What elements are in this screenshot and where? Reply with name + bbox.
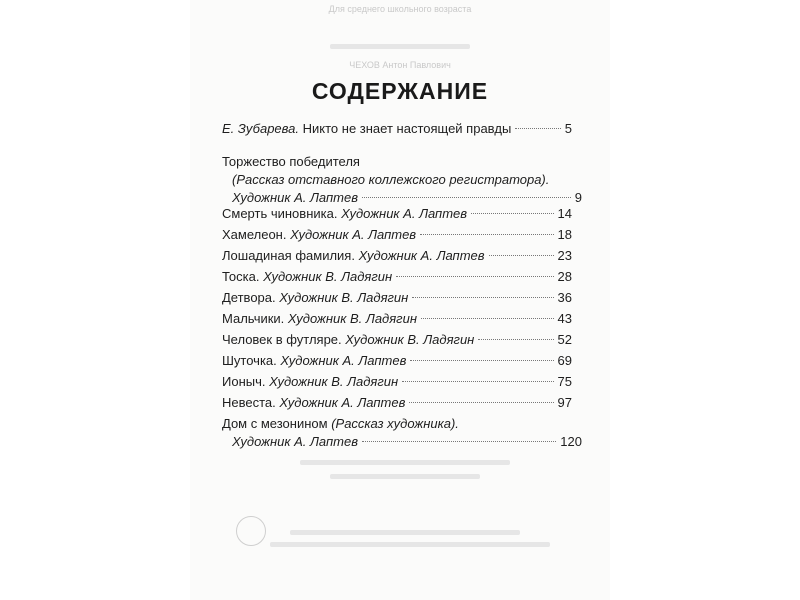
page-number: 43 xyxy=(557,311,572,326)
entry-title: Смерть чиновника. xyxy=(222,206,338,221)
entry-artist: Художник В. Ладягин xyxy=(279,290,409,305)
bleed-through-text: Для среднего школьного возраста xyxy=(328,4,472,14)
entry-title: Шуточка. xyxy=(222,353,277,368)
toc-entry xyxy=(222,120,572,138)
bleed-through-text: ЧЕХОВ Антон Павлович xyxy=(349,60,451,70)
dot-leader xyxy=(421,318,554,319)
toc-entry xyxy=(222,373,572,391)
toc-entry xyxy=(222,331,572,349)
page-number: 18 xyxy=(557,227,572,242)
page-number: 28 xyxy=(557,269,572,284)
entry-artist: Художник А. Лаптев xyxy=(232,434,358,449)
entry-artist: Художник В. Ладягин xyxy=(287,311,417,326)
entry-artist: Художник А. Лаптев xyxy=(290,227,417,242)
entry-artist: Художник В. Ладягин xyxy=(269,374,399,389)
entry-artist: Художник В. Ладягин xyxy=(263,269,393,284)
dot-leader xyxy=(489,255,554,256)
entry-title: Невеста. xyxy=(222,395,276,410)
bleed-through-stamp xyxy=(236,516,266,546)
dot-leader xyxy=(471,213,553,214)
dot-leader xyxy=(396,276,553,277)
page-number: 9 xyxy=(574,190,582,205)
toc-entry xyxy=(222,205,572,223)
entry-artist: Художник А. Лаптев xyxy=(358,248,485,263)
entry-title: Торжество победителя xyxy=(222,154,360,169)
entry-subtitle: (Рассказ художника). xyxy=(331,416,459,431)
entry-subtitle: (Рассказ отставного коллежского регистратора). xyxy=(232,172,550,187)
page-title: СОДЕРЖАНИЕ xyxy=(311,78,489,104)
bleed-through-line xyxy=(300,460,510,465)
entry-title: Человек в футляре. xyxy=(222,332,342,347)
dot-leader xyxy=(412,297,553,298)
entry-title: Никто не знает настоящей правды xyxy=(302,121,512,136)
page-number: 5 xyxy=(564,121,572,136)
entry-title: Лошадиная фамилия. xyxy=(222,248,355,263)
bleed-through-line xyxy=(290,530,520,535)
dot-leader xyxy=(409,402,553,403)
toc-entry xyxy=(222,226,572,244)
entry-title: Тоска. xyxy=(222,269,260,284)
entry-artist: Художник В. Ладягин xyxy=(345,332,475,347)
toc-entry xyxy=(222,153,582,205)
page-number: 23 xyxy=(557,248,572,263)
dot-leader xyxy=(362,197,571,198)
dot-leader xyxy=(402,381,553,382)
page-number: 75 xyxy=(557,374,572,389)
bleed-through-line xyxy=(330,44,470,49)
page-number: 14 xyxy=(557,206,572,221)
entry-title: Хамелеон. xyxy=(222,227,287,242)
entry-artist: Художник А. Лаптев xyxy=(279,395,406,410)
toc-entry xyxy=(222,352,572,370)
entry-title: Мальчики. xyxy=(222,311,285,326)
page-number: 36 xyxy=(557,290,572,305)
toc-entry xyxy=(222,310,572,328)
toc-entry xyxy=(222,289,572,307)
entry-author: Е. Зубарева. xyxy=(222,121,300,136)
dot-leader xyxy=(362,441,556,442)
toc-entry xyxy=(222,247,572,265)
toc-entry xyxy=(222,394,572,412)
entry-artist: Художник А. Лаптев xyxy=(341,206,468,221)
dot-leader xyxy=(478,339,553,340)
bleed-through-line xyxy=(270,542,550,547)
page-number: 52 xyxy=(557,332,572,347)
bleed-through-line xyxy=(330,474,480,479)
entry-artist: Художник А. Лаптев xyxy=(280,353,407,368)
toc-entry xyxy=(222,415,582,449)
entry-title: Детвора. xyxy=(222,290,276,305)
entry-title: Дом с мезонином xyxy=(222,416,328,431)
page-number: 120 xyxy=(560,434,582,449)
dot-leader xyxy=(515,128,560,129)
dot-leader xyxy=(420,234,553,235)
page-number: 97 xyxy=(557,395,572,410)
entry-artist: Художник А. Лаптев xyxy=(232,190,358,205)
entry-title: Ионыч. xyxy=(222,374,266,389)
page-number: 69 xyxy=(557,353,572,368)
dot-leader xyxy=(410,360,553,361)
toc-entry xyxy=(222,268,572,286)
